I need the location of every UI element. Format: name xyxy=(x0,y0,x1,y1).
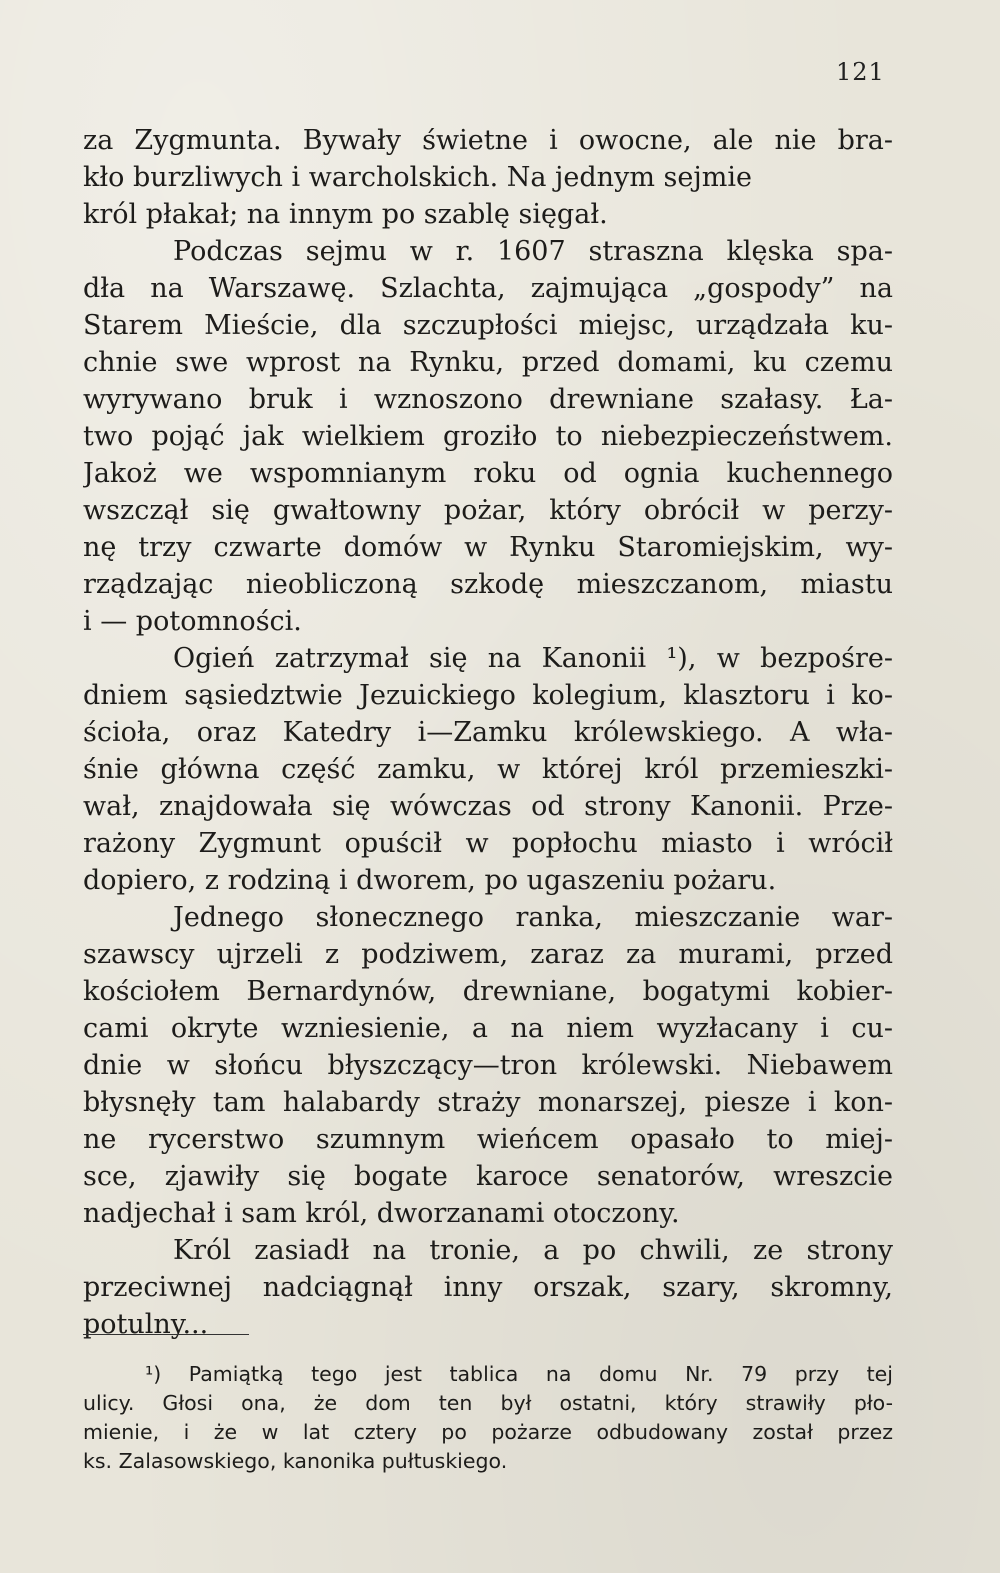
text-line: błysnęły tam halabardy straży monarszej, piesze i kon- xyxy=(83,1087,893,1118)
text-line: dopiero, z rodziną i dworem, po ugaszeniu pożaru. xyxy=(83,865,777,896)
footnote-line: mienie, i że w lat cztery po pożarze odbudowany został przez xyxy=(83,1420,893,1444)
text-line: ścioła, oraz Katedry i—Zamku królewskiego. A wła- xyxy=(83,717,893,748)
text-line: wał, znajdowała się wówczas od strony Kanonii. Prze- xyxy=(83,791,893,822)
text-line: Król zasiadł na tronie, a po chwili, ze strony xyxy=(173,1235,893,1266)
body-text xyxy=(83,122,893,1343)
text-line: dła na Warszawę. Szlachta, zajmująca „gospody” na xyxy=(83,273,893,304)
text-line: chnie swe wprost na Rynku, przed domami, ku czemu xyxy=(83,347,893,378)
text-line: rządzając nieobliczoną szkodę mieszczanom, miastu xyxy=(83,569,893,600)
page-number: 121 xyxy=(836,58,885,86)
text-line: Starem Mieście, dla szczupłości miejsc, urządzała ku- xyxy=(83,310,893,341)
text-line: przeciwnej nadciągnął inny orszak, szary, skromny, xyxy=(83,1272,893,1303)
footnote-line: ks. Zalasowskiego, kanonika pułtuskiego. xyxy=(83,1449,508,1473)
text-line: Jakoż we wspomnianym roku od ognia kuchennego xyxy=(83,458,893,489)
text-line: dniem sąsiedztwie Jezuickiego kolegium, klasztoru i ko- xyxy=(83,680,893,711)
footnote-divider xyxy=(83,1334,249,1335)
footnote-line: ulicy. Głosi ona, że dom ten był ostatni, który strawiły pło- xyxy=(83,1391,893,1415)
text-line: rażony Zygmunt opuścił w popłochu miasto i wrócił xyxy=(83,828,893,859)
text-line: śnie główna część zamku, w której król przemieszki- xyxy=(83,754,893,785)
text-line: cami okryte wzniesienie, a na niem wyzłacany i cu- xyxy=(83,1013,893,1044)
text-line: wszczął się gwałtowny pożar, który obrócił w perzy- xyxy=(83,495,893,526)
text-line: two pojąć jak wielkiem groziło to niebezpieczeństwem. xyxy=(83,421,893,452)
text-line: za Zygmunta. Bywały świetne i owocne, ale nie bra- xyxy=(83,125,893,156)
footnotes xyxy=(83,1360,893,1476)
text-line: sce, zjawiły się bogate karoce senatorów, wreszcie xyxy=(83,1161,893,1192)
text-line: dnie w słońcu błyszczący—tron królewski. Niebawem xyxy=(83,1050,893,1081)
text-line: nadjechał i sam król, dworzanami otoczony. xyxy=(83,1198,680,1229)
text-line: potulny... xyxy=(83,1309,209,1340)
text-line: ne rycerstwo szumnym wieńcem opasało to miej- xyxy=(83,1124,893,1155)
text-line: szawscy ujrzeli z podziwem, zaraz za murami, przed xyxy=(83,939,893,970)
text-line: kło burzliwych i warcholskich. Na jednym sejmie xyxy=(83,162,752,193)
text-line: Jednego słonecznego ranka, mieszczanie war- xyxy=(173,902,893,933)
text-line: nę trzy czwarte domów w Rynku Staromiejskim, wy- xyxy=(83,532,893,563)
text-line: i — potomności. xyxy=(83,606,302,637)
text-line: król płakał; na innym po szablę sięgał. xyxy=(83,199,608,230)
footnote-line: ¹) Pamiątką tego jest tablica na domu Nr. 79 przy tej xyxy=(145,1362,893,1386)
text-line: kościołem Bernardynów, drewniane, bogatymi kobier- xyxy=(83,976,893,1007)
text-line: Podczas sejmu w r. 1607 straszna klęska spa- xyxy=(173,236,893,267)
text-line: Ogień zatrzymał się na Kanonii ¹), w bezpośre- xyxy=(173,643,893,674)
text-line: wyrywano bruk i wznoszono drewniane szałasy. Ła- xyxy=(83,384,893,415)
